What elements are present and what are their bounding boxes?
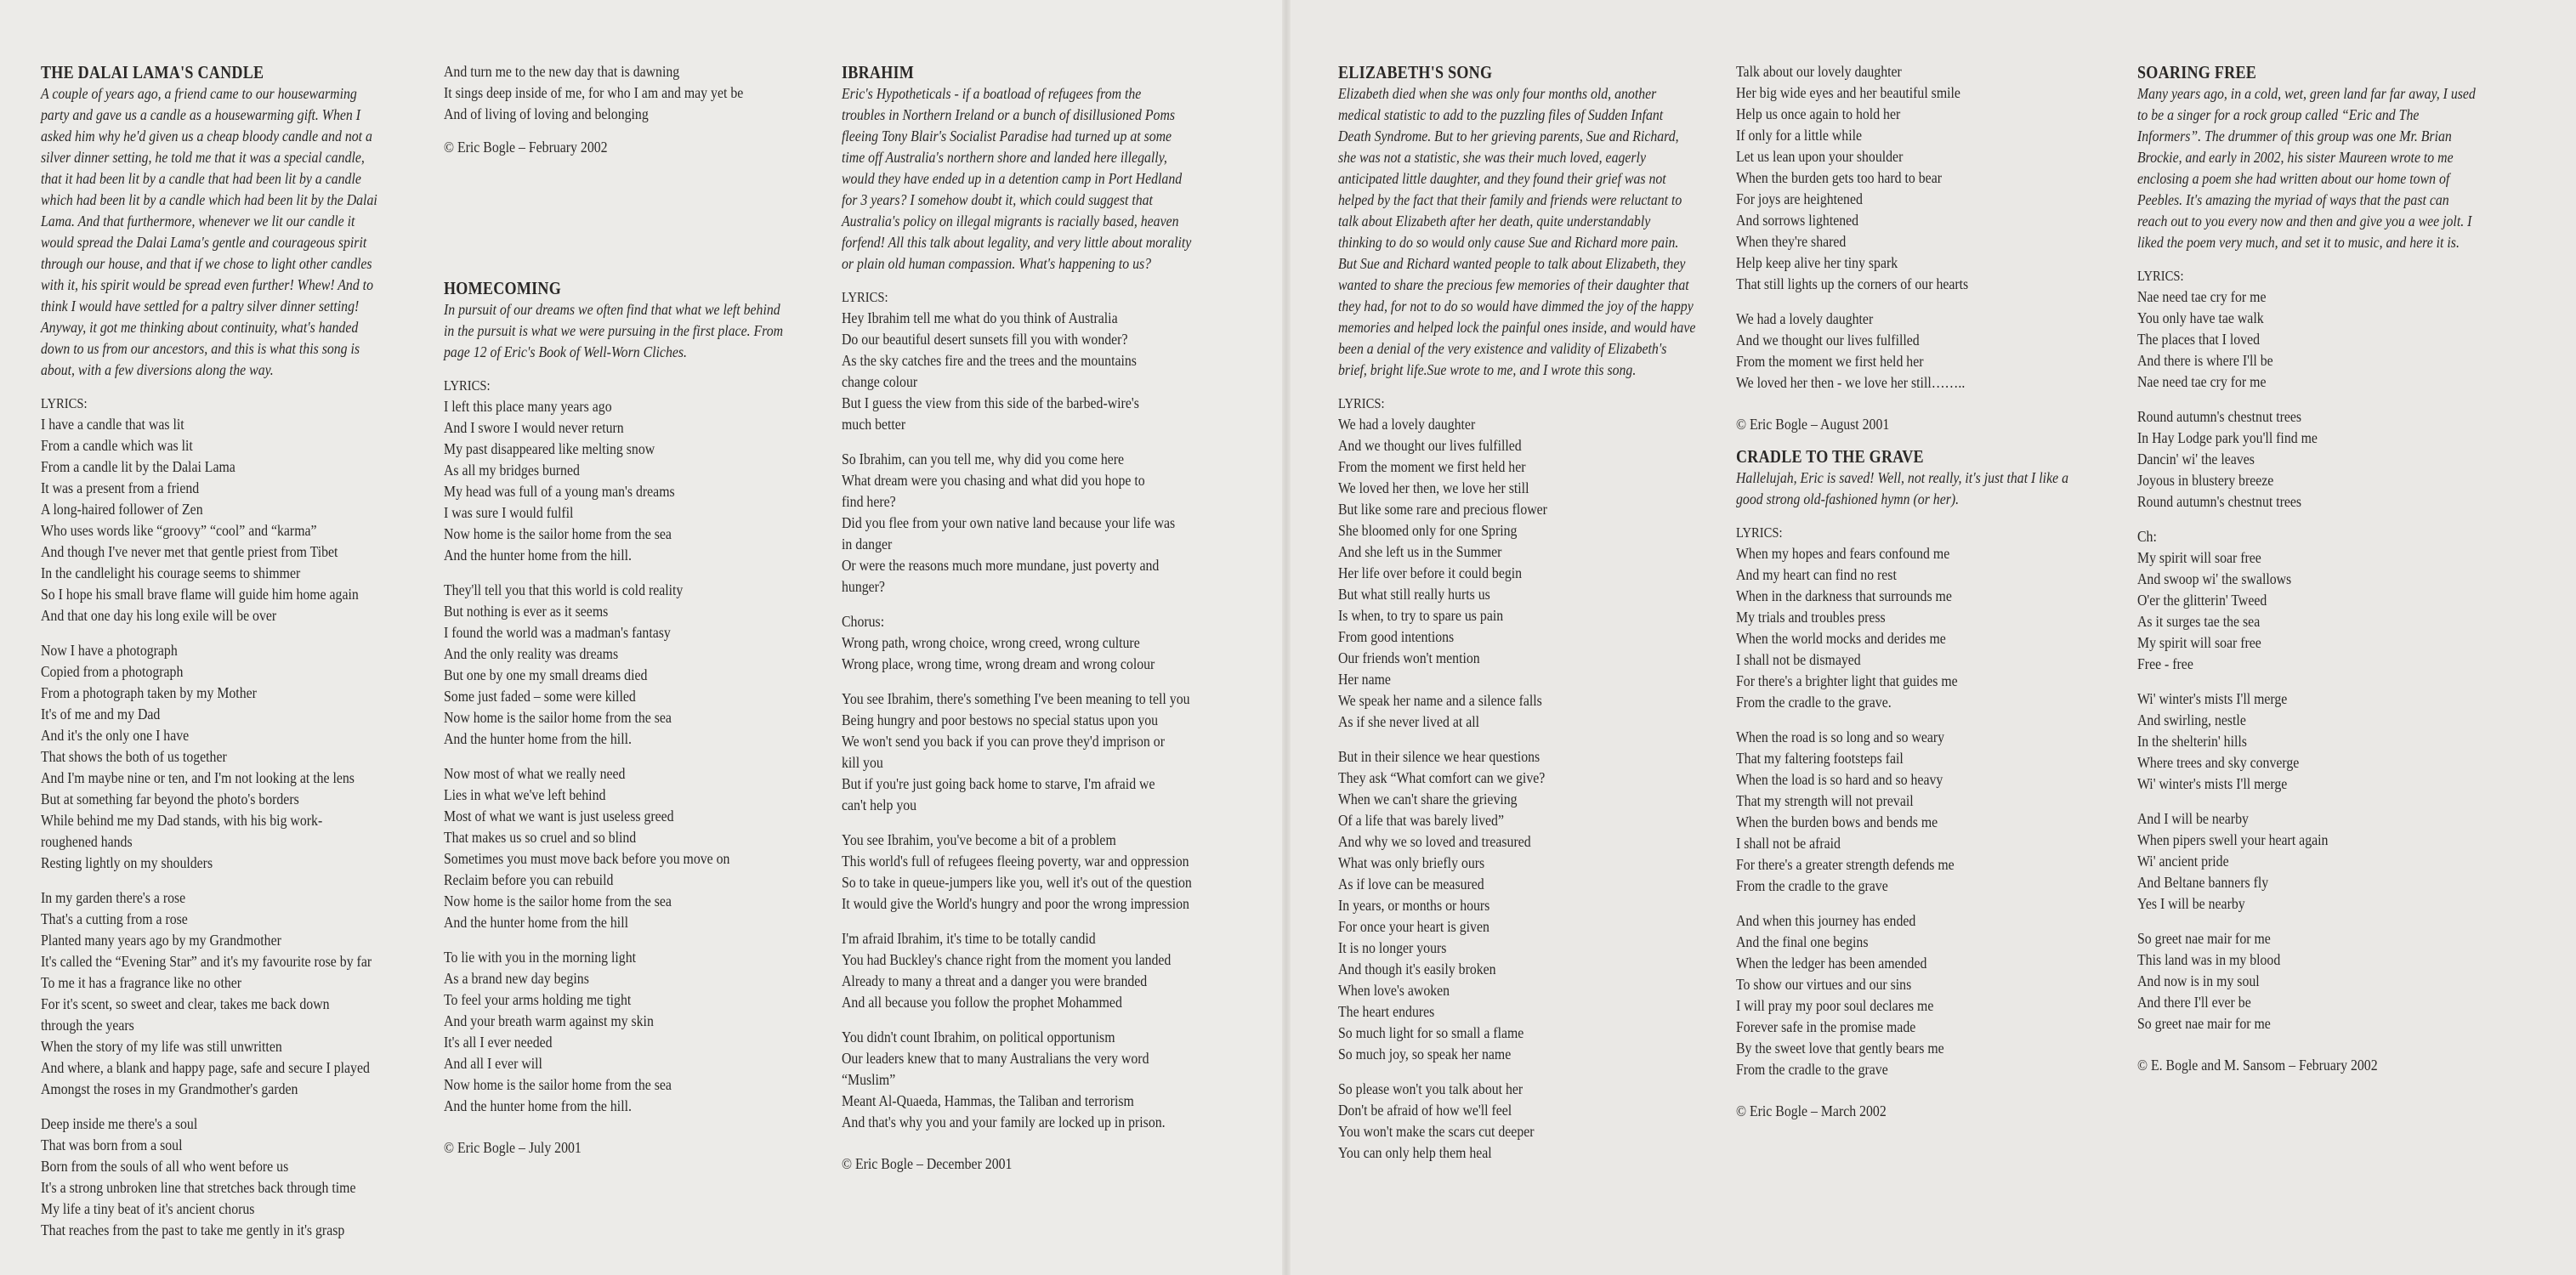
page-fold xyxy=(1282,0,1291,1275)
song-intro: In pursuit of our dreams we often find that what we left behind in the pursuit is what we were pursuing in the first place. From page 12 of Eric's Book of Well-Worn Cliches. xyxy=(444,301,784,360)
song-title: THE DALAI LAMA'S CANDLE xyxy=(41,62,264,82)
column-elizabeth-song xyxy=(1338,61,1695,1164)
stanza: When the road is so long and so weary That my faltering footsteps fail When the load is so hard and so heavy That my strength will not prevail When the burden bows and bends me I shall not be afraid For there's a greater strength defends me From the cradle to the grave xyxy=(1736,728,1955,894)
stanza: Talk about our lovely daughter Her big wide eyes and her beautiful smile Help us once again to hold her If only for a little while Let us lean upon your shoulder When the burden gets too hard to bear For joys are heightened And sorrows lightened When they're shared Help keep alive her tiny spark That still lights up the corners of our hearts xyxy=(1736,63,1969,292)
stanza: To lie with you in the morning light As a brand new day begins To feel your arms holding me tight And your breath warm against my skin It's all I ever needed And all I ever will Now home is the sailor home from the sea And the hunter home from the hill. xyxy=(444,949,672,1114)
song-intro: Many years ago, in a cold, wet, green land far far away, I used to be a singer for a rock group called “Eric and The Informers”. The drummer of this group was one Mr. Brian Brockie, and early in 2002, his sister Maureen wrote to me enclosing a poem she had written about our home town of Peebles. It's amazing the myriad of ways that the past can reach out to you every now and then and give you a wee jolt. I liked the poem very much, and set it to music, and here it is. xyxy=(2137,85,2476,251)
song-intro: A couple of years ago, a friend came to our housewarming party and gave us a candle as a housewarming gift. When I asked him why he'd given us a cheap bloody candle and not a silver dinner setting, he told me that it was a special candle, that it had been lit by a candle that had been lit by a candle which had been lit by a candle which had been lit by the Dalai Lama. And that furthermore, whenever we lit our candle it would spread the Dalai Lama's gentle and courageous spirit through our house, and that if we chose to light other candles with it, his spirit would be spread even further! Whew! And to think I would have settled for a paltry silver dinner setting! Anyway, it got me thinking about continuity, what's handed down to us from our ancestors, and this is what this song is about, with a few diversions along the way. xyxy=(41,85,377,378)
lyrics-label: LYRICS: xyxy=(41,395,88,411)
stanza: And I will be nearby When pipers swell your heart again Wi' ancient pride And Beltane banners fly Yes I will be nearby xyxy=(2137,810,2329,912)
stanza: I'm afraid Ibrahim, it's time to be totally candid You had Buckley's chance right from the moment you landed Already to many a threat and a danger you were branded And all because you follow the prophet Mohammed xyxy=(842,930,1172,1011)
stanza: Deep inside me there's a soul That was born from a soul Born from the souls of all who went before us It's a strong unbroken line that stretches back through time My life a tiny beat of it's ancient chorus That reaches from the past to take me gently in it's grasp xyxy=(41,1115,356,1238)
stanza: Hey Ibrahim tell me what do you think of Australia Do our beautiful desert sunsets fill you with wonder? As the sky catches fire and the trees and the mountains change colour But I guess the view from this side of the barbed-wire's much better xyxy=(842,309,1139,433)
stanza: I left this place many years ago And I swore I would never return My past disappeared like melting snow As all my bridges burned My head was full of a young man's dreams I was sure I would fulfil Now home is the sailor home from the sea And the hunter home from the hill. xyxy=(444,398,675,564)
stanza: You didn't count Ibrahim, on political opportunism Our leaders knew that to many Australians the very word “Muslim” Meant Al-Quaeda, Hammas, the Taliban and terrorism And that's why you and your family are locked up in prison. xyxy=(842,1028,1166,1130)
stanza: Chorus: Wrong path, wrong choice, wrong creed, wrong culture Wrong place, wrong time, wrong dream and wrong colour xyxy=(842,613,1155,672)
lyrics-label: LYRICS: xyxy=(1736,524,1783,541)
column-homecoming xyxy=(444,61,783,1159)
stanza: We had a lovely daughter And we thought our lives fulfilled From the moment we first held her We loved her then - we love her still…….. xyxy=(1736,310,1966,391)
song-title: HOMECOMING xyxy=(444,278,562,298)
stanza: Now most of what we really need Lies in what we've left behind Most of what we want is just useless greed That makes us so cruel and so blind Sometimes you must move back before you move on Reclaim before you can rebuild Now home is the sailor home from the sea And the hunter home from the hill xyxy=(444,765,730,931)
lyrics-label: LYRICS: xyxy=(2137,268,2184,284)
stanza: We had a lovely daughter And we thought our lives fulfilled From the moment we first held her We loved her then, we love her still But like some rare and precious flower She bloomed only for one Spring And she left us in the Summer Her life over before it could begin But what still really hurts us Is when, to try to spare us pain From good intentions Our friends won't mention Her name We speak her name and a silence falls As if she never lived at all xyxy=(1338,416,1547,730)
column-dalai-lama-candle xyxy=(41,61,377,1241)
column-cradle-to-the-grave xyxy=(1736,61,2068,1122)
copyright-line: © Eric Bogle – December 2001 xyxy=(842,1155,1013,1172)
stanza: When my hopes and fears confound me And my heart can find no rest When in the darkness that surrounds me My trials and troubles press When the world mocks and derides me I shall not be dismayed For there's a brighter light that guides me From the cradle to the grave. xyxy=(1736,545,1958,711)
stanza: And when this journey has ended And the final one begins When the ledger has been amended To show our virtues and our sins I will pray my poor soul declares me Forever safe in the promise made By the sweet love that gently bears me From the cradle to the grave xyxy=(1736,912,1944,1078)
song-intro: Eric's Hypotheticals - if a boatload of refugees from the troubles in Northern Ireland or a bunch of disillusioned Poms fleeing Tony Blair's Socialist Paradise had turned up at some time off Australia's northern shore and landed here illegally, would they have ended up in a detention camp in Port Hedland for 3 years? I somehow doubt it, which could suggest that Australia's policy on illegal migrants is racially based, heaven forfend! All this talk about legality, and very little about morality or plain old human compassion. What's happening to us? xyxy=(842,85,1192,272)
stanza: I have a candle that was lit From a candle which was lit From a candle lit by the Dalai Lama It was a present from a friend A long-haired follower of Zen Who uses words like “groovy” “cool” and “karma” And though I've never met that gentle priest from Tibet In the candlelight his courage seems to shimmer So I hope his small brave flame will guide him home again And that one day his long exile will be over xyxy=(41,416,359,624)
column-soaring-free xyxy=(2137,61,2476,1076)
stanza: You see Ibrahim, there's something I've been meaning to tell you Being hungry and poor bestows no special status upon you We won't send you back if you can prove they'd imprison or kill you But if you're just going back home to starve, I'm afraid we can't help you xyxy=(842,690,1190,813)
song-title: IBRAHIM xyxy=(842,62,915,82)
copyright-line: © E. Bogle and M. Sansom – February 2002 xyxy=(2137,1057,2378,1074)
stanza: And turn me to the new day that is dawning It sings deep inside of me, for who I am and may yet be And of living of loving and belonging xyxy=(444,63,744,122)
lyrics-label: LYRICS: xyxy=(444,377,491,394)
column-ibrahim xyxy=(842,61,1192,1175)
stanza: Round autumn's chestnut trees In Hay Lodge park you'll find me Dancin' wi' the leaves Joyous in blustery breeze Round autumn's chestnut trees xyxy=(2137,408,2318,510)
stanza: But in their silence we hear questions They ask “What comfort can we give? When we can't share the grieving Of a life that was barely lived” And why we so loved and treasured What was only briefly ours As if love can be measured In years, or months or hours For once your heart is given It is no longer yours And though it's easily broken When love's awoken The heart endures So much light for so small a flame So much joy, so speak her name xyxy=(1338,748,1546,1062)
copyright-line: © Eric Bogle – July 2001 xyxy=(444,1139,582,1156)
copyright-line: © Eric Bogle – March 2002 xyxy=(1736,1102,1887,1119)
song-title: SOARING FREE xyxy=(2137,62,2257,82)
stanza: In my garden there's a rose That's a cutting from a rose Planted many years ago by my Grandmother It's called the “Evening Star” and it's my favourite rose by far To me it has a fragrance like no other For it's scent, so sweet and clear, takes me back down through the years When the story of my life was still unwritten And where, a blank and happy page, safe and secure I played Amongst the roses in my Grandmother's garden xyxy=(41,889,372,1097)
stanza: You see Ibrahim, you've become a bit of a problem This world's full of refugees fleeing poverty, war and oppression So to take in queue-jumpers like you, well it's out of the question It would give the World's hungry and poor the wrong impression xyxy=(842,831,1192,912)
stanza: So please won't you talk about her Don't be afraid of how we'll feel You won't make the scars cut deeper You can only help them heal xyxy=(1338,1080,1535,1161)
song-intro: Hallelujah, Eric is saved! Well, not really, it's just that I like a good strong old-fashioned hymn (or her). xyxy=(1736,469,2068,507)
stanza: So Ibrahim, can you tell me, why did you come here What dream were you chasing and what did you hope to find here? Did you flee from your own native land because your life was in danger Or were the reasons much more mundane, just poverty and hunger? xyxy=(842,450,1176,595)
stanza: Nae need tae cry for me You only have tae walk The places that I loved And there is where I'll be Nae need tae cry for me xyxy=(2137,288,2273,390)
stanza: They'll tell you that this world is cold reality But nothing is ever as it seems I found the world was a madman's fantasy And the only reality was dreams But one by one my small dreams died Some just faded – some were killed Now home is the sailor home from the sea And the hunter home from the hill. xyxy=(444,581,684,747)
lyrics-label: LYRICS: xyxy=(1338,395,1385,411)
stanza: So greet nae mair for me This land was in my blood And now is in my soul And there I'll ever be So greet nae mair for me xyxy=(2137,930,2281,1032)
song-title: ELIZABETH'S SONG xyxy=(1338,62,1493,82)
stanza: Wi' winter's mists I'll merge And swirling, nestle In the shelterin' hills Where trees and sky converge Wi' winter's mists I'll merge xyxy=(2137,690,2300,792)
song-intro: Elizabeth died when she was only four months old, another medical statistic to add to the puzzling files of Sudden Infant Death Syndrome. But to her grieving parents, Sue and Richard, she was not a statistic, she was their much loved, eagerly anticipated little daughter, and they found their grief was not helped by the fact that their family and friends were reluctant to talk about Elizabeth after her death, quite understandably thinking to do so would only cause Sue and Richard more pain. But Sue and Richard wanted people to talk about Elizabeth, they wanted to share the precious few memories of their daughter that they had, for not to do so would have dimmed the joy of the happy memories and helped lock the painful ones inside, and would have been a denial of the very existence and validity of Elizabeth's brief, bright life.Sue wrote to me, and I wrote this song. xyxy=(1338,85,1696,378)
copyright-line: © Eric Bogle – August 2001 xyxy=(1736,416,1890,433)
copyright-line: © Eric Bogle – February 2002 xyxy=(444,139,608,156)
song-title: CRADLE TO THE GRAVE xyxy=(1736,446,1924,467)
stanza: Ch: My spirit will soar free And swoop wi' the swallows O'er the glitterin' Tweed As it surges tae the sea My spirit will soar free Free - free xyxy=(2137,528,2292,672)
lyrics-label: LYRICS: xyxy=(842,289,888,305)
stanza: Now I have a photograph Copied from a photograph From a photograph taken by my Mother It's of me and my Dad And it's the only one I have That shows the both of us together And I'm maybe nine or ten, and I'm not looking at the lens But at something far beyond the photo's borders While behind me my Dad stands, with his big work- roughened hands Resting lightly on my shoulders xyxy=(41,642,355,871)
